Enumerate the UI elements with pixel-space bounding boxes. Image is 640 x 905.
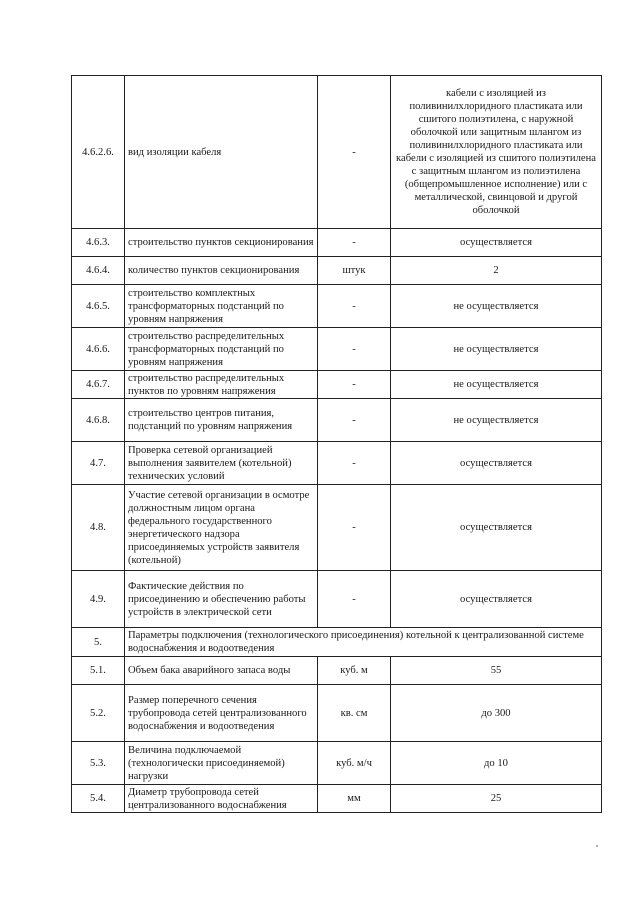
row-unit: - <box>318 76 391 229</box>
table-row <box>72 229 602 257</box>
row-number: 4.9. <box>72 571 125 628</box>
row-parameter: Диаметр трубопровода сетей централизованного водоснабжения <box>125 785 318 813</box>
row-unit: - <box>318 328 391 371</box>
table-row <box>72 785 602 813</box>
row-number: 4.6.4. <box>72 257 125 285</box>
table-row <box>72 76 602 229</box>
row-value: кабели с изоляцией из поливинилхлоридного пластиката или сшитого полиэтилена, с наружной оболочкой или защитным шлангом из поливинилхлоридного пластиката или кабели с изоляцией из сшитого полиэтилена с защитным шлангом из полиэтилена (общепромышленное исполнение) или с металлической, свинцовой и другой оболочкой <box>391 76 602 229</box>
row-unit: - <box>318 285 391 328</box>
row-unit: штук <box>318 257 391 285</box>
section-title: Параметры подключения (технологического присоединения) котельной к централизованной системе водоснабжения и водоотведения <box>125 628 602 657</box>
row-value: не осуществляется <box>391 328 602 371</box>
row-number: 4.8. <box>72 485 125 571</box>
table-row <box>72 657 602 685</box>
row-number: 5.2. <box>72 685 125 742</box>
row-number: 5.4. <box>72 785 125 813</box>
row-number: 4.6.2.6. <box>72 76 125 229</box>
row-value: 2 <box>391 257 602 285</box>
row-unit: - <box>318 399 391 442</box>
row-number: 4.7. <box>72 442 125 485</box>
row-value: 25 <box>391 785 602 813</box>
parameters-table <box>71 75 602 813</box>
row-parameter: количество пунктов секционирования <box>125 257 318 285</box>
table-row <box>72 685 602 742</box>
row-number: 4.6.5. <box>72 285 125 328</box>
row-parameter: строительство центров питания, подстанций по уровням напряжения <box>125 399 318 442</box>
row-value: до 300 <box>391 685 602 742</box>
row-parameter: Размер поперечного сечения трубопровода сетей централизованного водоснабжения и водоотведения <box>125 685 318 742</box>
table-row <box>72 371 602 399</box>
table-row <box>72 328 602 371</box>
row-parameter: вид изоляции кабеля <box>125 76 318 229</box>
table-row <box>72 442 602 485</box>
table-row <box>72 285 602 328</box>
row-parameter: строительство комплектных трансформаторных подстанций по уровням напряжения <box>125 285 318 328</box>
row-number: 4.6.7. <box>72 371 125 399</box>
row-parameter: строительство пунктов секционирования <box>125 229 318 257</box>
row-parameter: строительство распределительных пунктов по уровням напряжения <box>125 371 318 399</box>
row-value: осуществляется <box>391 229 602 257</box>
row-unit: куб. м/ч <box>318 742 391 785</box>
row-number: 4.6.8. <box>72 399 125 442</box>
row-number: 5.3. <box>72 742 125 785</box>
row-value: не осуществляется <box>391 399 602 442</box>
table-row <box>72 742 602 785</box>
row-number: 4.6.3. <box>72 229 125 257</box>
row-value: не осуществляется <box>391 371 602 399</box>
row-value: осуществляется <box>391 571 602 628</box>
row-unit: - <box>318 442 391 485</box>
table-row <box>72 257 602 285</box>
row-parameter: Величина подключаемой (технологически присоединяемой) нагрузки <box>125 742 318 785</box>
row-number: 5.1. <box>72 657 125 685</box>
row-unit: мм <box>318 785 391 813</box>
row-value: осуществляется <box>391 442 602 485</box>
table-row <box>72 399 602 442</box>
row-parameter: Фактические действия по присоединению и обеспечению работы устройств в электрической сети <box>125 571 318 628</box>
row-value: до 10 <box>391 742 602 785</box>
row-parameter: Участие сетевой организации в осмотре должностным лицом органа федерального государственного энергетического надзора присоединяемых устройств заявителя (котельной) <box>125 485 318 571</box>
row-unit: - <box>318 571 391 628</box>
row-unit: - <box>318 371 391 399</box>
row-unit: куб. м <box>318 657 391 685</box>
row-parameter: строительство распределительных трансформаторных подстанций по уровням напряжения <box>125 328 318 371</box>
scan-speck <box>596 845 598 847</box>
row-number: 4.6.6. <box>72 328 125 371</box>
table-row <box>72 571 602 628</box>
table-row <box>72 485 602 571</box>
row-parameter: Объем бака аварийного запаса воды <box>125 657 318 685</box>
row-unit: кв. см <box>318 685 391 742</box>
row-parameter: Проверка сетевой организацией выполнения заявителем (котельной) технических условий <box>125 442 318 485</box>
table-row-section <box>72 628 602 657</box>
section-number: 5. <box>72 628 125 657</box>
row-value: 55 <box>391 657 602 685</box>
row-unit: - <box>318 485 391 571</box>
row-value: осуществляется <box>391 485 602 571</box>
row-value: не осуществляется <box>391 285 602 328</box>
row-unit: - <box>318 229 391 257</box>
